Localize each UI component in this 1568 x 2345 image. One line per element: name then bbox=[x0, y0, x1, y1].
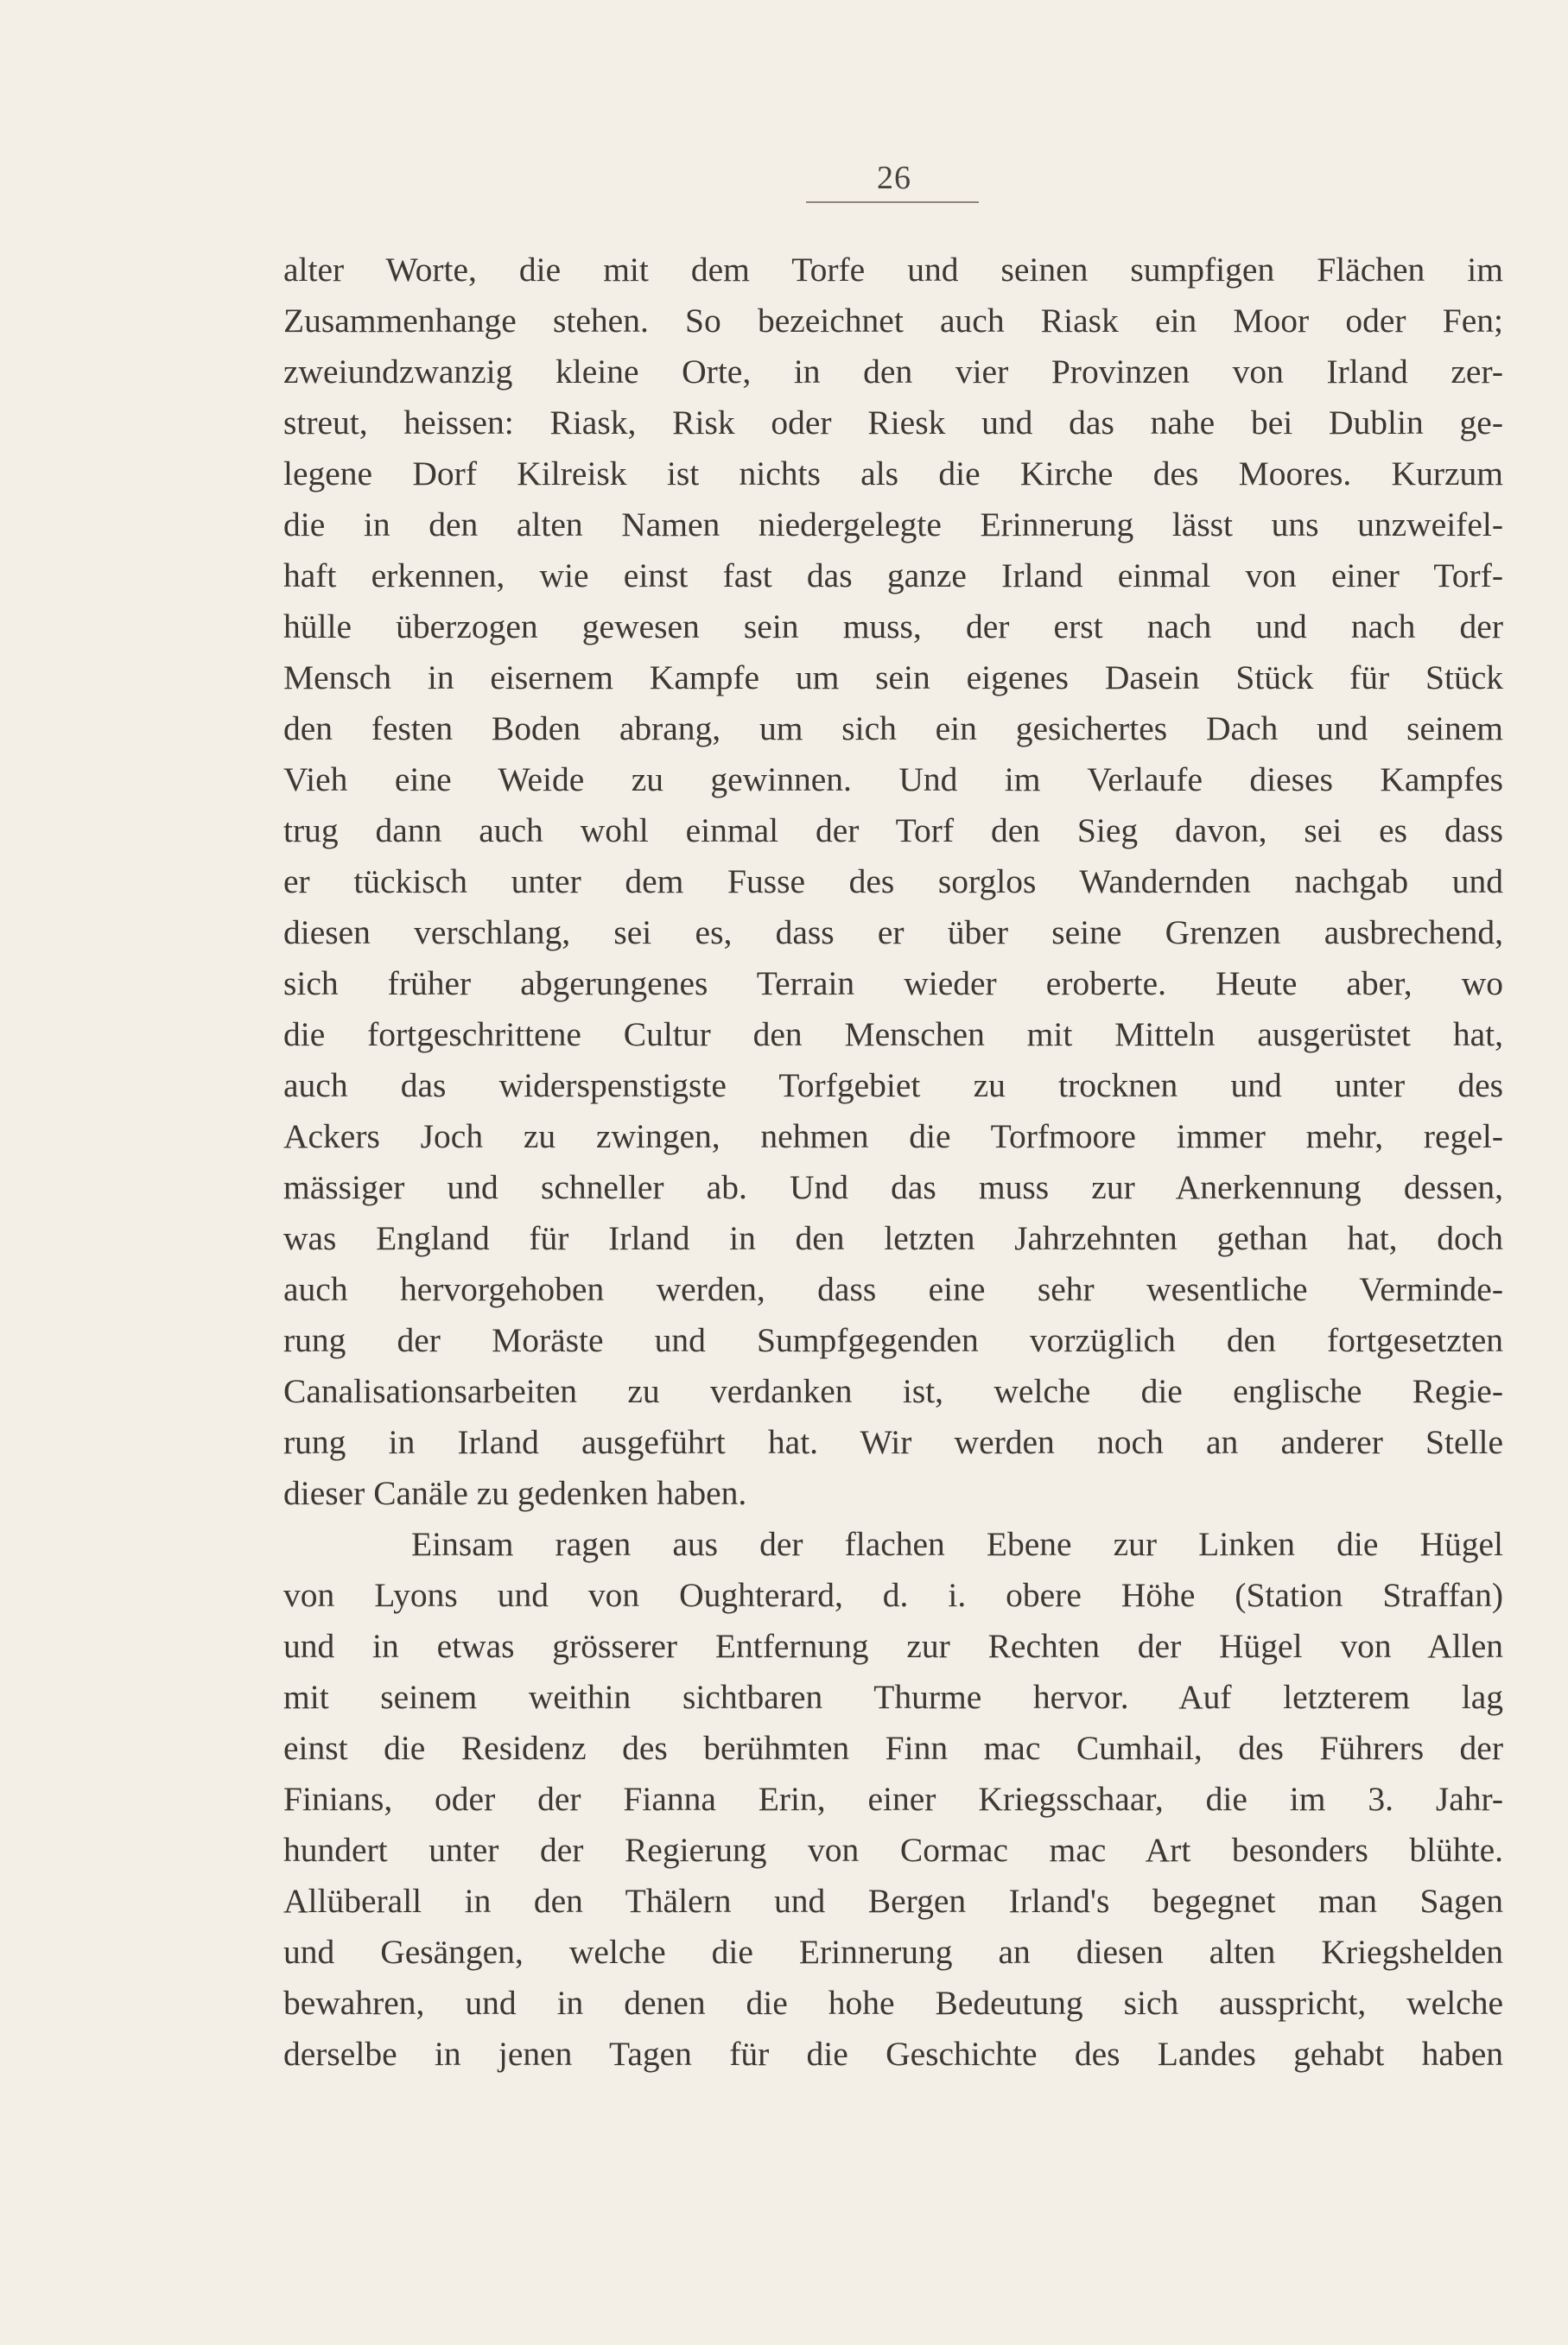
text-line: alter Worte, die mit dem Torfe und seinen sumpfigen Flächen im bbox=[283, 251, 1503, 289]
text-line: und in etwas grösserer Entfernung zur Rechten der Hügel von Allen bbox=[283, 1627, 1503, 1665]
text-line: haft erkennen, wie einst fast das ganze Irland einmal von einer Torf- bbox=[283, 556, 1503, 594]
body-text bbox=[283, 245, 1503, 2080]
text-line: bewahren, und in denen die hohe Bedeutung sich ausspricht, welche bbox=[283, 1984, 1503, 2022]
page-number: 26 bbox=[877, 160, 911, 196]
text-line: mässiger und schneller ab. Und das muss zur Anerkennung dessen, bbox=[283, 1168, 1503, 1206]
text-line: Canalisationsarbeiten zu verdanken ist, welche die englische Regie- bbox=[283, 1372, 1503, 1410]
text-line: Ackers Joch zu zwingen, nehmen die Torfmoore immer mehr, regel- bbox=[283, 1117, 1503, 1155]
text-line: auch hervorgehoben werden, dass eine sehr wesentliche Verminde- bbox=[283, 1270, 1503, 1308]
text-line: rung in Irland ausgeführt hat. Wir werden noch an anderer Stelle bbox=[283, 1423, 1503, 1461]
text-line: sich früher abgerungenes Terrain wieder eroberte. Heute aber, wo bbox=[283, 964, 1503, 1002]
text-line: Allüberall in den Thälern und Bergen Irland's begegnet man Sagen bbox=[283, 1882, 1503, 1920]
text-line: rung der Moräste und Sumpfgegenden vorzüglich den fortgesetzten bbox=[283, 1321, 1503, 1359]
text-line: derselbe in jenen Tagen für die Geschichte des Landes gehabt haben bbox=[283, 2035, 1503, 2073]
text-line: Zusammenhange stehen. So bezeichnet auch Riask ein Moor oder Fen; bbox=[283, 302, 1503, 340]
text-line: zweiundzwanzig kleine Orte, in den vier Provinzen von Irland zer- bbox=[283, 353, 1503, 391]
text-line: von Lyons und von Oughterard, d. i. obere Höhe (Station Straffan) bbox=[283, 1576, 1503, 1614]
text-line: er tückisch unter dem Fusse des sorglos Wandernden nachgab und bbox=[283, 862, 1503, 900]
text-line: Vieh eine Weide zu gewinnen. Und im Verlaufe dieses Kampfes bbox=[283, 760, 1503, 798]
text-line: und Gesängen, welche die Erinnerung an diesen alten Kriegshelden bbox=[283, 1933, 1503, 1971]
text-line: die in den alten Namen niedergelegte Erinnerung lässt uns unzweifel- bbox=[283, 505, 1503, 543]
text-line: mit seinem weithin sichtbaren Thurme hervor. Auf letzterem lag bbox=[283, 1678, 1503, 1716]
text-line: einst die Residenz des berühmten Finn mac Cumhail, des Führers der bbox=[283, 1729, 1503, 1767]
text-line: diesen verschlang, sei es, dass er über seine Grenzen ausbrechend, bbox=[283, 913, 1503, 951]
text-line: Finians, oder der Fianna Erin, einer Kriegsschaar, die im 3. Jahr- bbox=[283, 1780, 1503, 1818]
text-line: trug dann auch wohl einmal der Torf den Sieg davon, sei es dass bbox=[283, 811, 1503, 849]
text-line: den festen Boden abrang, um sich ein gesichertes Dach und seinem bbox=[283, 709, 1503, 747]
text-line: streut, heissen: Riask, Risk oder Riesk und das nahe bei Dublin ge- bbox=[283, 404, 1503, 442]
page-number-rule bbox=[806, 201, 979, 203]
text-line: hundert unter der Regierung von Cormac mac Art besonders blühte. bbox=[283, 1831, 1503, 1869]
text-line: Mensch in eisernem Kampfe um sein eigenes Dasein Stück für Stück bbox=[283, 658, 1503, 696]
text-line: hülle überzogen gewesen sein muss, der erst nach und nach der bbox=[283, 607, 1503, 645]
paragraph-last-line: dieser Canäle zu gedenken haben. bbox=[283, 1474, 747, 1512]
paragraph-first-line: Einsam ragen aus der flachen Ebene zur Linken die Hügel bbox=[411, 1525, 1503, 1563]
text-line: die fortgeschrittene Cultur den Menschen mit Mitteln ausgerüstet hat, bbox=[283, 1015, 1503, 1053]
text-line: auch das widerspenstigste Torfgebiet zu trocknen und unter des bbox=[283, 1066, 1503, 1104]
text-line: was England für Irland in den letzten Jahrzehnten gethan hat, doch bbox=[283, 1219, 1503, 1257]
text-line: legene Dorf Kilreisk ist nichts als die Kirche des Moores. Kurzum bbox=[283, 454, 1503, 493]
